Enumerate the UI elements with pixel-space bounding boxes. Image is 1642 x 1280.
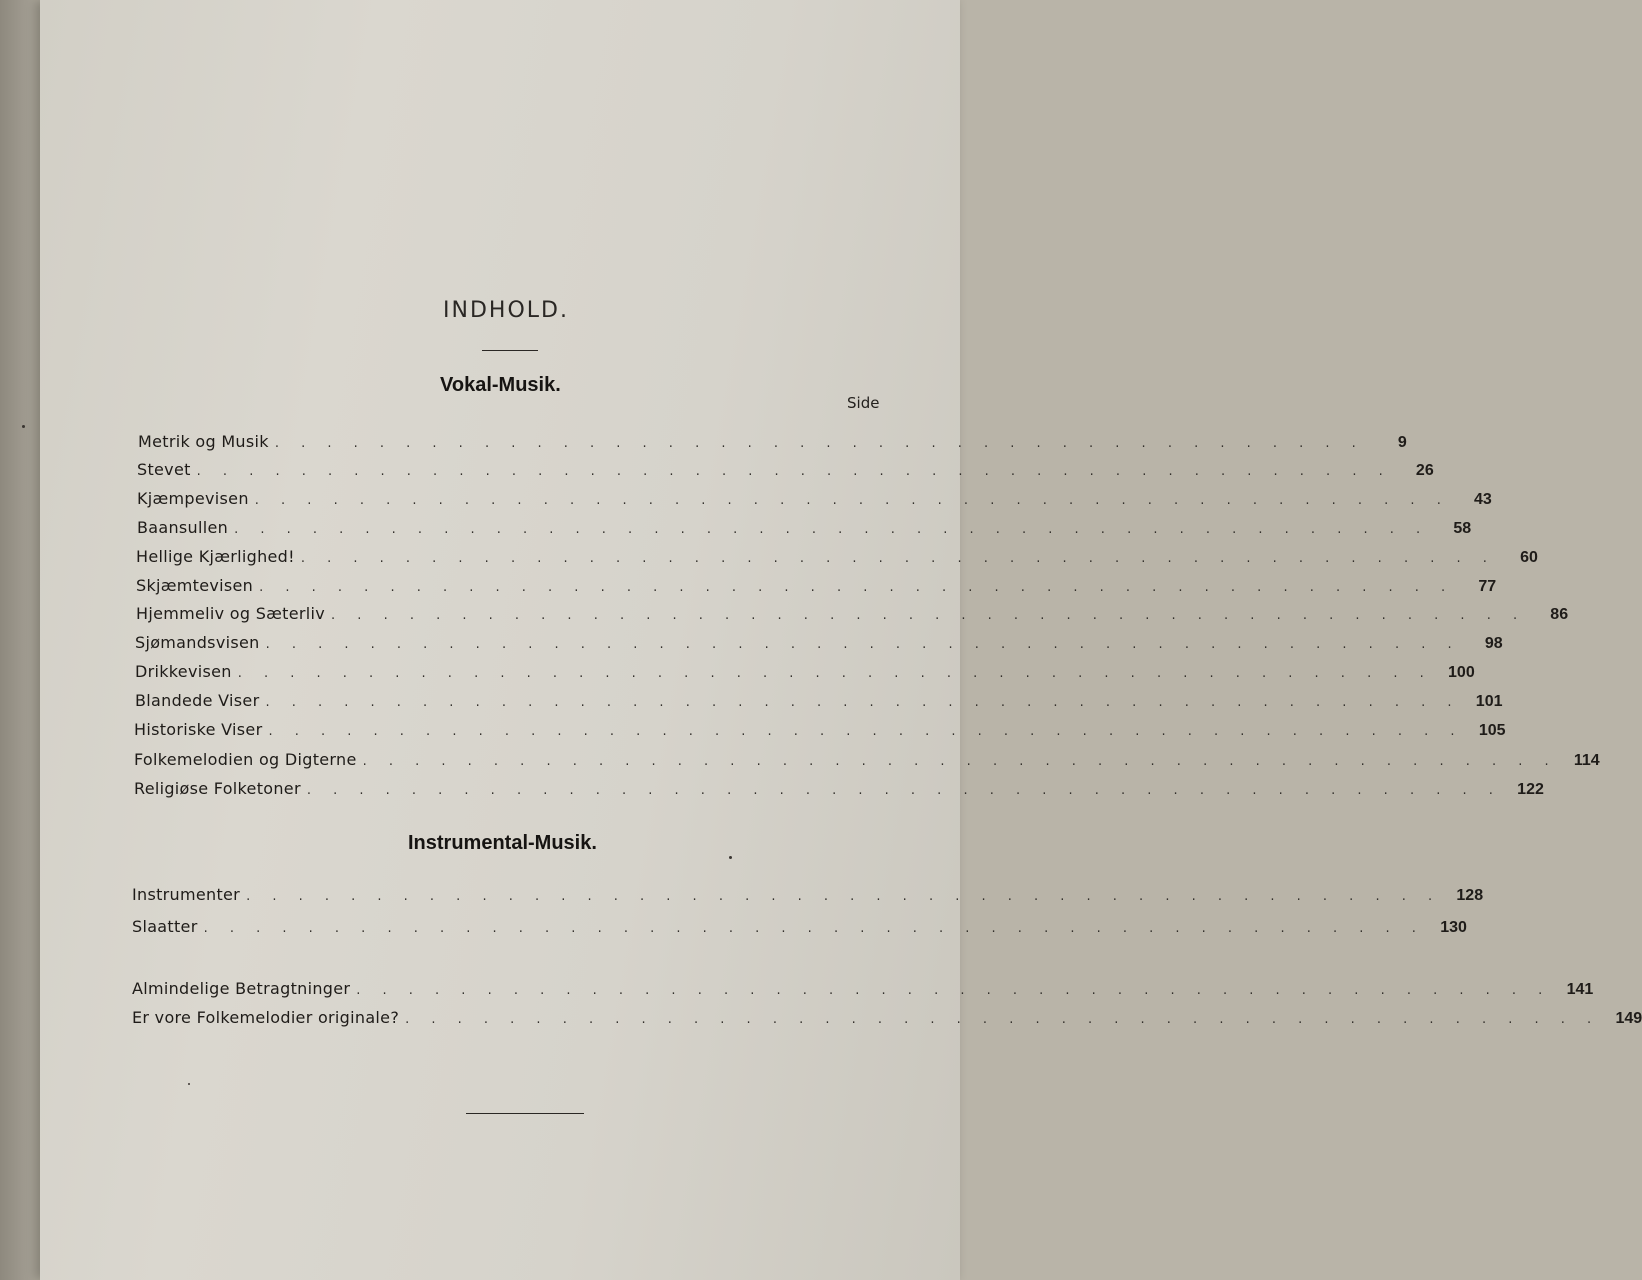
page-title: INDHOLD. bbox=[443, 298, 569, 323]
toc-entry bbox=[132, 917, 1467, 939]
dot-leader: . . . . . . . . . . . . . . . . . . . . . . . . . . . . . . . . . . . . . . . . . . . . . . bbox=[331, 608, 1527, 623]
dot-leader: . . . . . . . . . . . . . . . . . . . . . . . . . . . . . . . . . . . . . . . . . . . . . . bbox=[234, 522, 1430, 537]
toc-entry-title: Drikkevisen bbox=[135, 662, 232, 681]
toc-entry bbox=[132, 1008, 1642, 1030]
section-heading-vokal: Vokal-Musik. bbox=[440, 374, 561, 396]
toc-entry bbox=[137, 460, 1434, 482]
toc-entry bbox=[136, 604, 1569, 626]
toc-entry-title: Sjømandsvisen bbox=[135, 633, 260, 652]
dot-leader: . . . . . . . . . . . . . . . . . . . . . . . . . . . . . . . . . . . . . . . . . . . . . . . bbox=[203, 921, 1425, 936]
toc-entry-page: 130 bbox=[1440, 919, 1467, 936]
toc-entry-title: Stevet bbox=[137, 460, 191, 479]
toc-entry-title: Hjemmeliv og Sæterliv bbox=[136, 604, 326, 623]
toc-entry-page: 60 bbox=[1520, 549, 1538, 566]
dot-leader: . . . . . . . . . . . . . . . . . . . . . . . . . . . . . . . . . . . . . . . . . . . . . . bbox=[254, 493, 1450, 508]
end-rule bbox=[466, 1113, 584, 1114]
dot-leader: . . . . . . . . . . . . . . . . . . . . . . . . . . . . . . . . . . . . . . . . . . . . . . bbox=[246, 889, 1442, 904]
toc-entry bbox=[137, 489, 1492, 511]
toc-entry-page: 114 bbox=[1573, 752, 1600, 769]
dot-leader: . . . . . . . . . . . . . . . . . . . . . . . . . . . . . . . . . . . . . . . . . . . . . . bbox=[356, 983, 1552, 998]
toc-entry-title: Almindelige Betragtninger bbox=[132, 979, 351, 998]
dot-leader: . . . . . . . . . . . . . . . . . . . . . . . . . . . . . . . . . . . . . . . . . . . . . . bbox=[237, 666, 1433, 681]
toc-entry-page: 100 bbox=[1448, 664, 1475, 681]
toc-entry-page: 101 bbox=[1475, 693, 1503, 710]
toc-entry bbox=[134, 779, 1544, 801]
toc-entry-page: 141 bbox=[1566, 981, 1594, 998]
dot-leader: . . . . . . . . . . . . . . . . . . . . . . . . . . . . . . . . . . . . . . . . . . . . . . bbox=[306, 783, 1502, 798]
side-label: Side bbox=[847, 394, 880, 412]
toc-entry bbox=[132, 979, 1594, 1001]
toc-entry-page: 9 bbox=[1397, 434, 1407, 451]
toc-entry-title: Kjæmpevisen bbox=[137, 489, 249, 508]
toc-entry-title: Folkemelodien og Digterne bbox=[134, 750, 357, 769]
toc-entry bbox=[135, 633, 1503, 655]
dot-leader: . . . . . . . . . . . . . . . . . . . . . . . . . . . . . . . . . . . . . . . . . . . . . . bbox=[196, 464, 1392, 479]
toc-entry-title: Slaatter bbox=[132, 917, 198, 936]
toc-entry-page: 105 bbox=[1478, 722, 1506, 739]
toc-entry bbox=[136, 576, 1497, 598]
toc-entry-page: 77 bbox=[1478, 578, 1497, 595]
toc-entry-title: Instrumenter bbox=[132, 885, 241, 904]
toc-entry-page: 58 bbox=[1453, 520, 1472, 537]
dot-leader: . . . . . . . . . . . . . . . . . . . . . . . . . . . . . . . . . . . . . . . . . . . . . . bbox=[265, 695, 1461, 710]
toc-entry-title: Skjæmtevisen bbox=[136, 576, 254, 595]
toc-entry-page: 43 bbox=[1474, 491, 1492, 508]
paper-speck bbox=[22, 425, 25, 428]
dot-leader: . . . . . . . . . . . . . . . . . . . . . . . . . . . . . . . . . . . . . . . . . . . . . . bbox=[265, 637, 1461, 652]
dot-leader: . . . . . . . . . . . . . . . . . . . . . . . . . . . . . . . . . . . . . . . . . . bbox=[274, 436, 1365, 451]
toc-entry-page: 122 bbox=[1517, 781, 1544, 798]
title-rule bbox=[482, 350, 538, 351]
toc-entry bbox=[135, 691, 1503, 713]
toc-entry-page: 149 bbox=[1615, 1010, 1642, 1027]
dot-leader: . . . . . . . . . . . . . . . . . . . . . . . . . . . . . . . . . . . . . . . . . . . . . . bbox=[259, 580, 1455, 595]
toc-entry-page: 98 bbox=[1484, 635, 1503, 652]
section-heading-instrumental: Instrumental-Musik. bbox=[408, 832, 597, 854]
paper-speck bbox=[729, 856, 732, 859]
toc-entry-page: 128 bbox=[1456, 887, 1484, 904]
dot-leader: . . . . . . . . . . . . . . . . . . . . . . . . . . . . . . . . . . . . . . . . . . . . . . bbox=[300, 551, 1496, 566]
toc-entry-title: Baansullen bbox=[137, 518, 229, 537]
toc-entry bbox=[134, 720, 1506, 742]
dot-leader: . . . . . . . . . . . . . . . . . . . . . . . . . . . . . . . . . . . . . . . . . . . . . . bbox=[268, 724, 1464, 739]
toc-entry bbox=[137, 518, 1472, 540]
toc-entry-page: 26 bbox=[1415, 462, 1434, 479]
toc-entry-title: Historiske Viser bbox=[134, 720, 263, 739]
toc-entry bbox=[132, 885, 1484, 907]
toc-entry-title: Blandede Viser bbox=[135, 691, 260, 710]
dot-leader: . . . . . . . . . . . . . . . . . . . . . . . . . . . . . . . . . . . . . . . . . . . . . . bbox=[405, 1012, 1601, 1027]
toc-entry bbox=[138, 432, 1407, 454]
toc-entry bbox=[134, 750, 1600, 772]
toc-entry-title: Hellige Kjærlighed! bbox=[136, 547, 295, 566]
toc-entry bbox=[135, 662, 1475, 684]
toc-entry bbox=[136, 547, 1538, 569]
toc-entry-title: Er vore Folkemelodier originale? bbox=[132, 1008, 400, 1027]
toc-entry-title: Religiøse Folketoner bbox=[134, 779, 301, 798]
paper-speck bbox=[188, 1083, 190, 1085]
dot-leader: . . . . . . . . . . . . . . . . . . . . . . . . . . . . . . . . . . . . . . . . . . . . . . bbox=[362, 754, 1558, 769]
toc-entry-title: Metrik og Musik bbox=[138, 432, 269, 451]
toc-entry-page: 86 bbox=[1550, 606, 1569, 623]
